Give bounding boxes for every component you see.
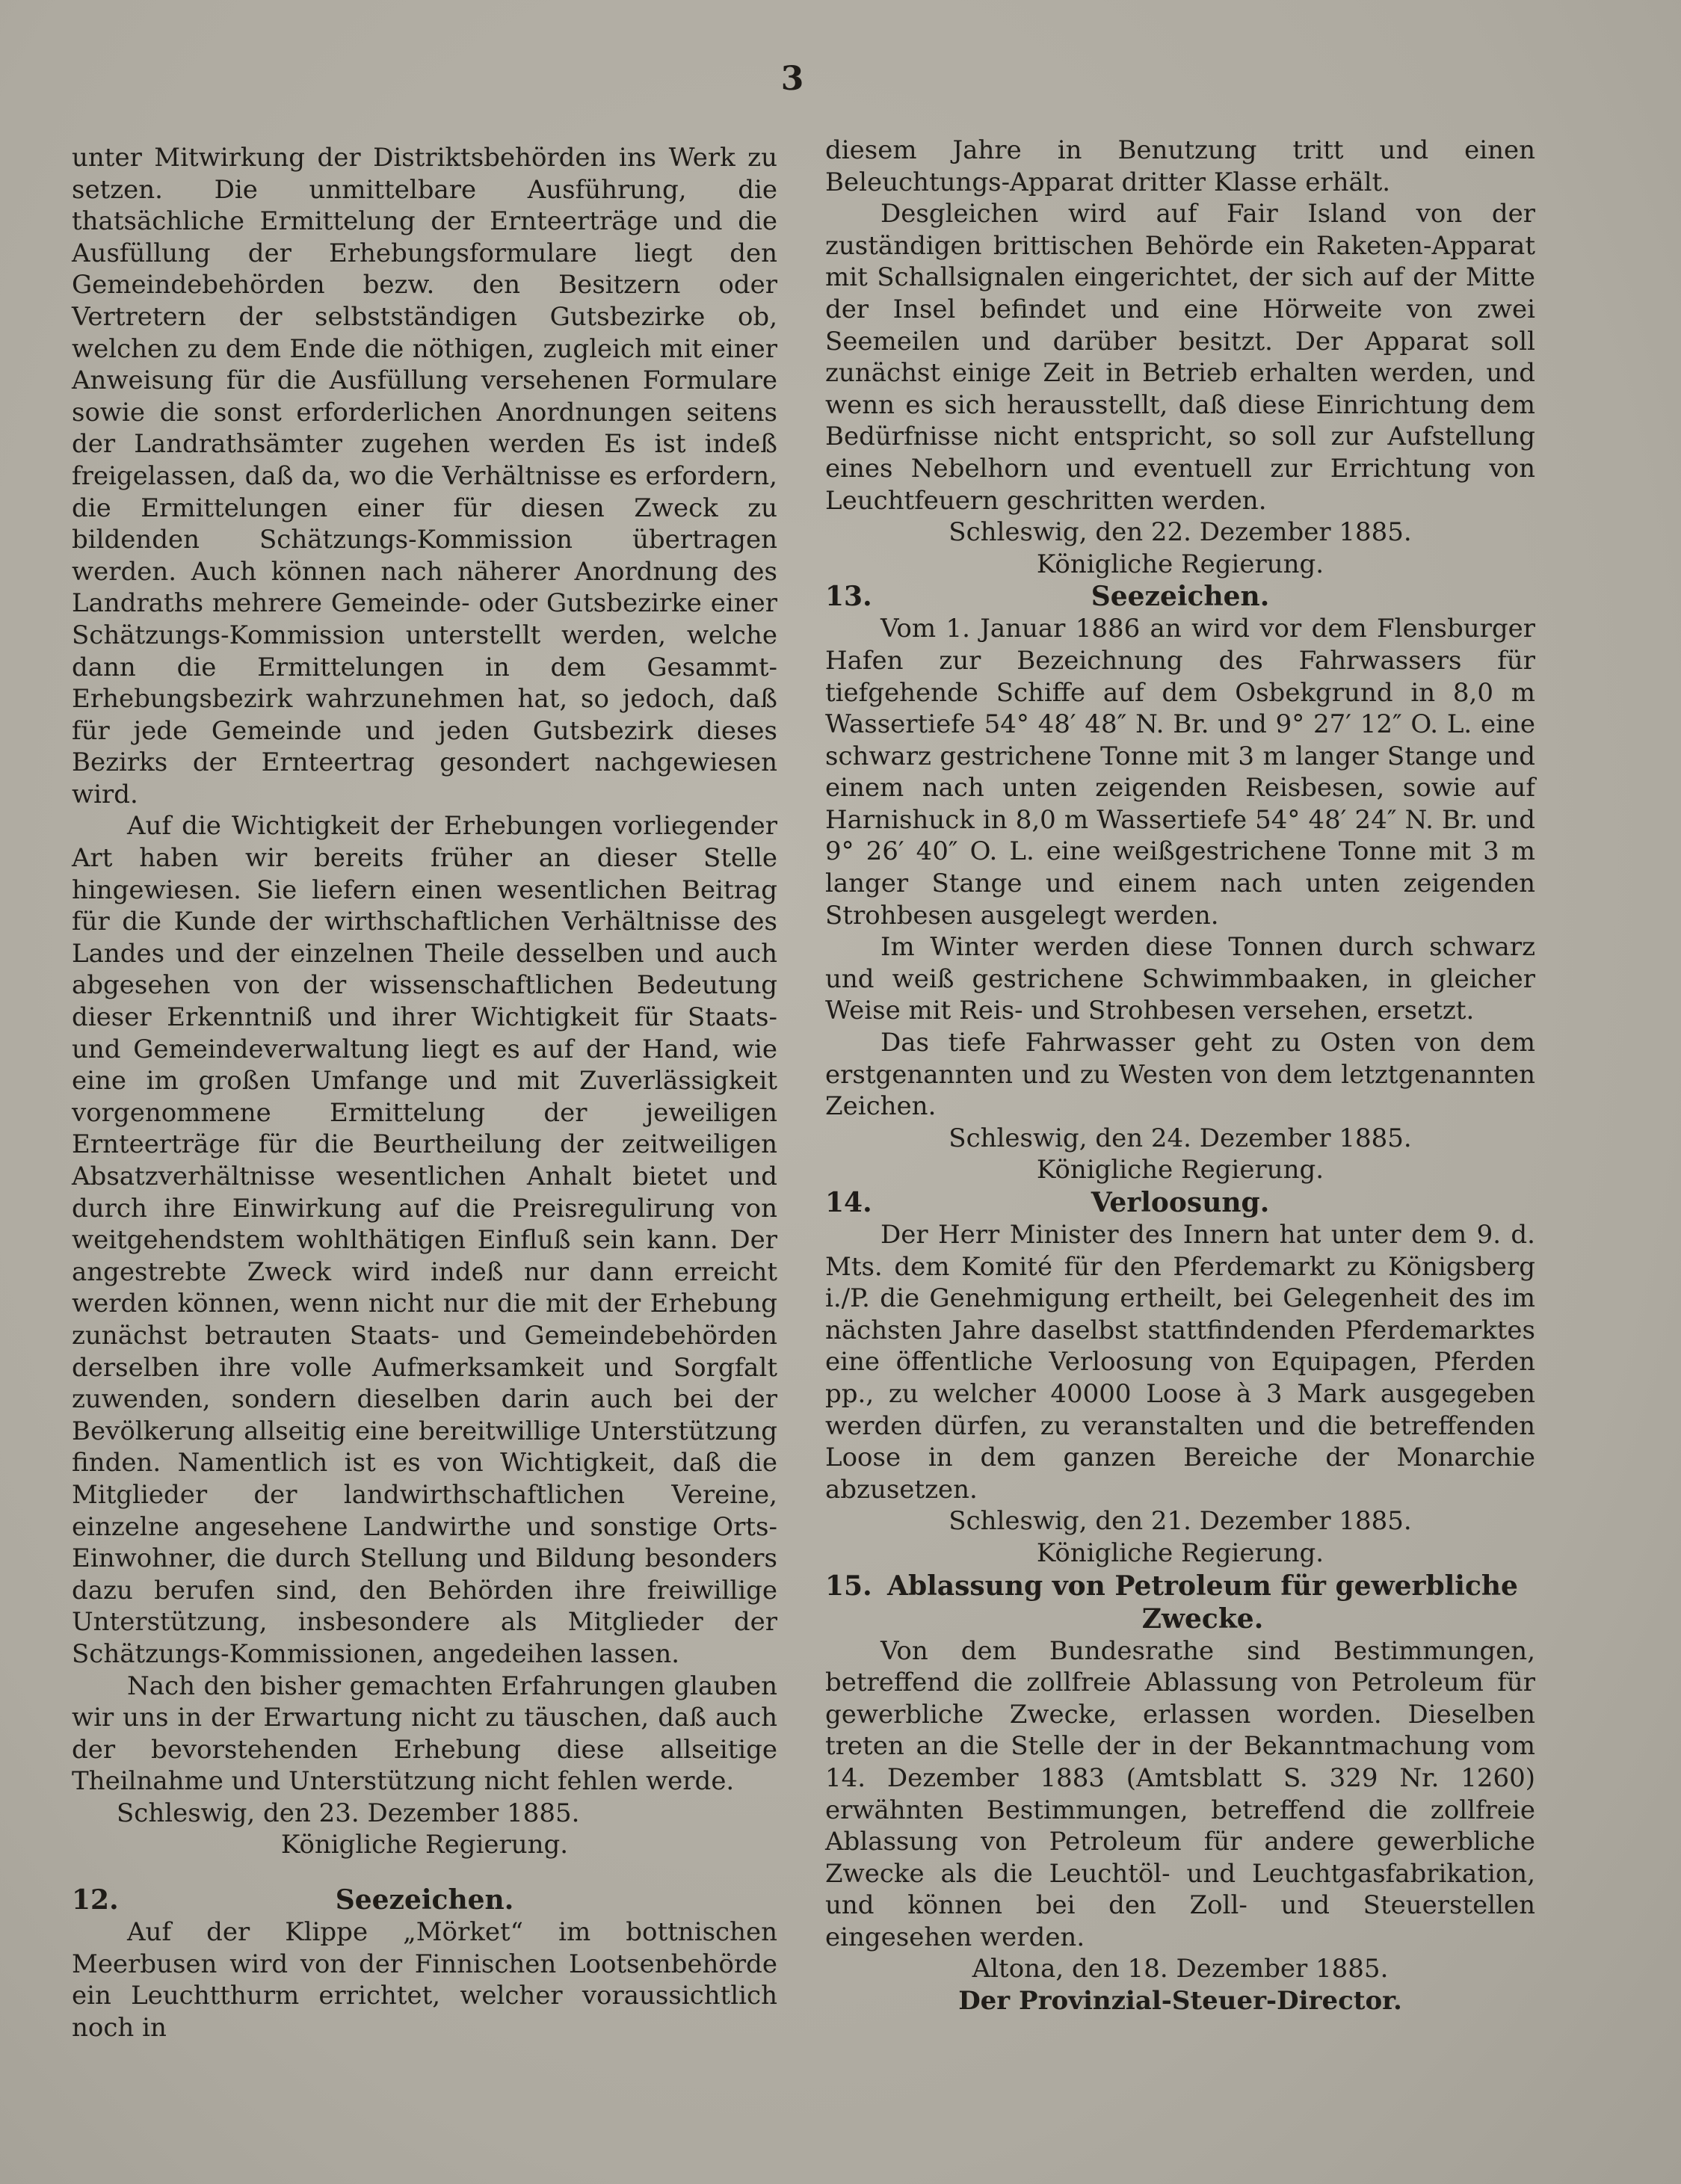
section-number: 12. [72, 1884, 119, 1916]
section-title: Ablassung von Petroleum für gewerbliche [887, 1570, 1518, 1602]
paragraph: diesem Jahre in Benutzung tritt und einen Beleuchtungs-Apparat dritter Klasse erhält. [825, 135, 1535, 197]
place-date: Schleswig, den 23. Dezember 1885. [117, 1798, 580, 1828]
section-number: 13. [825, 581, 872, 613]
section-title: Verloosung. [1091, 1187, 1270, 1218]
page-number: 3 [780, 60, 804, 98]
authority-signature: Der Provinzial-Steuer-Director. [958, 1986, 1402, 2017]
section-heading [825, 580, 1535, 613]
place-date: Altona, den 18. Dezember 1885. [972, 1954, 1389, 1984]
place-date: Schleswig, den 21. Dezember 1885. [949, 1506, 1412, 1537]
authority-signature: Königliche Regierung. [1036, 1155, 1324, 1185]
section-heading [825, 1186, 1535, 1219]
section-title: Seezeichen. [1091, 581, 1270, 613]
paragraph: Desgleichen wird auf Fair Island von der zuständigen brittischen Behörde ein Raketen-Apparat mit Schallsignalen eingerichtet, der sich auf der Mitte der Insel befindet und eine Hörweite von zwei Seemeilen und darüber besitzt. Der Apparat soll zunächst einige Zeit in Betrieb erhalten werden, und wenn es sich herausstellt, daß diese Einrichtung dem Bedürfnisse nicht entspricht, so soll zur Aufstellung eines Nebelhorn und eventuell zur Errichtung von Leuchtfeuern geschritten werden. [825, 199, 1535, 516]
paragraph: Auf der Klippe „Mörket“ im bottnischen Meerbusen wird von der Finnischen Lootsenbehörde ein Leuchtthurm errichtet, welcher voraussichtlich noch in [72, 1917, 777, 2043]
section-number: 14. [825, 1187, 872, 1218]
paragraph: unter Mitwirkung der Distriktsbehörden ins Werk zu setzen. Die unmittelbare Ausführung, die thatsächliche Ermittelung der Ernteerträge und die Ausfüllung der Erhebungsformulare liegt den Gemeindebehörden bezw. den Besitzern oder Vertretern der selbstständigen Gutsbezirke ob, welchen zu dem Ende die nöthigen, zugleich mit einer Anweisung für die Ausfüllung versehenen Formulare sowie die sonst erforderlichen Anordnungen seitens der Landrathsämter zugehen werden Es ist indeß freigelassen, daß da, wo die Verhältnisse es erfordern, die Ermittelungen einer für diesen Zweck zu bildenden Schätzungs-Kommission übertragen werden. Auch können nach näherer Anordnung des Landraths mehrere Gemeinde- oder Gutsbezirke einer Schätzungs-Kommission unterstellt werden, welche dann die Ermittelungen in dem Gesammt-Erhebungsbezirk wahrzunehmen hat, so jedoch, daß für jede Gemeinde und jeden Gutsbezirk dieses Bezirks der Ernteertrag gesondert nachgewiesen wird. [72, 143, 777, 809]
section-title: Seezeichen. [335, 1884, 514, 1916]
section-heading [72, 1884, 777, 1916]
authority-signature: Königliche Regierung. [280, 1830, 569, 1860]
paragraph: Der Herr Minister des Innern hat unter dem 9. d. Mts. dem Komité für den Pferdemarkt zu Königsberg i./P. die Genehmigung ertheilt, bei Gelegenheit des im nächsten Jahre daselbst stattfindenden Pferdemarktes eine öffentliche Verloosung von Equipagen, Pferden pp., zu welcher 40000 Loose à 3 Mark ausgegeben werden dürfen, zu veranstalten und die betreffenden Loose in dem ganzen Bereiche der Monarchie abzusetzen. [825, 1220, 1535, 1505]
place-date: Schleswig, den 24. Dezember 1885. [949, 1123, 1412, 1153]
section-heading [825, 1570, 1535, 1635]
authority-signature: Königliche Regierung. [1036, 1537, 1324, 1568]
right-column [825, 135, 1535, 2017]
left-column [72, 142, 777, 2043]
place-date: Schleswig, den 22. Dezember 1885. [949, 517, 1412, 548]
paragraph: Vom 1. Januar 1886 an wird vor dem Flensburger Hafen zur Bezeichnung des Fahrwassers für tiefgehende Schiffe auf dem Osbekgrund in 8,0 m Wassertiefe 54° 48′ 48″ N. Br. und 9° 27′ 12″ O. L. eine schwarz gestrichene Tonne mit 3 m langer Stange und einem nach unten zeigenden Reisbesen, sowie auf Harnishuck in 8,0 m Wassertiefe 54° 48′ 24″ N. Br. und 9° 26′ 40″ O. L. eine weißgestrichene Tonne mit 3 m langer Stange und einem nach unten zeigenden Strohbesen ausgelegt werden. [825, 614, 1535, 931]
section-number: 15. [825, 1570, 872, 1602]
paragraph: Im Winter werden diese Tonnen durch schwarz und weiß gestrichene Schwimmbaaken, in gleicher Weise mit Reis- und Strohbesen versehen, ersetzt. [825, 932, 1535, 1026]
authority-signature: Königliche Regierung. [1036, 549, 1324, 579]
section-title-continued: Zwecke. [1141, 1602, 1264, 1635]
paragraph: Nach den bisher gemachten Erfahrungen glauben wir uns in der Erwartung nicht zu täuschen, daß auch der bevorstehenden Erhebung diese allseitige Theilnahme und Unterstützung nicht fehlen werde. [72, 1671, 777, 1797]
paragraph: Auf die Wichtigkeit der Erhebungen vorliegender Art haben wir bereits früher an dieser Stelle hingewiesen. Sie liefern einen wesentlichen Beitrag für die Kunde der wirthschaftlichen Verhältnisse des Landes und der einzelnen Theile desselben und auch abgesehen von der wissenschaftlichen Bedeutung dieser Erkenntniß und ihrer Wichtigkeit für Staats- und Gemeindeverwaltung liegt es auf der Hand, wie eine im großen Umfange und mit Zuverlässigkeit vorgenommene Ermittelung der jeweiligen Ernteerträge für die Beurtheilung der zeitweiligen Absatzverhältnisse wesentlichen Anhalt bietet und durch ihre Einwirkung auf die Preisregulirung von weitgehendstem wohlthätigen Einfluß sein kann. Der angestrebte Zweck wird indeß nur dann erreicht werden können, wenn nicht nur die mit der Erhebung zunächst betrauten Staats- und Gemeindebehörden derselben ihre volle Aufmerksamkeit und Sorgfalt zuwenden, sondern dieselben darin auch bei der Bevölkerung allseitig eine bereitwillige Unterstützung finden. Namentlich ist es von Wichtigkeit, daß die Mitglieder der landwirthschaftlichen Vereine, einzelne angesehene Landwirthe und sonstige Orts-Einwohner, die durch Stellung und Bildung besonders dazu berufen sind, den Behörden ihre freiwillige Unterstützung, insbesondere als Mitglieder der Schätzungs-Kommissionen, angedeihen lassen. [72, 811, 777, 1669]
paragraph: Von dem Bundesrathe sind Bestimmungen, betreffend die zollfreie Ablassung von Petroleum für gewerbliche Zwecke, erlassen worden. Dieselben treten an die Stelle der in der Bekanntmachung vom 14. Dezember 1883 (Amtsblatt S. 329 Nr. 1260) erwähnten Bestimmungen, betreffend die zollfreie Ablassung von Petroleum für andere gewerbliche Zwecke als die Leuchtöl- und Leuchtgasfabrikation, und können bei den Zoll- und Steuerstellen eingesehen werden. [825, 1635, 1535, 1952]
paragraph: Das tiefe Fahrwasser geht zu Osten von dem erstgenannten und zu Westen von dem letztgenannten Zeichen. [825, 1028, 1535, 1122]
